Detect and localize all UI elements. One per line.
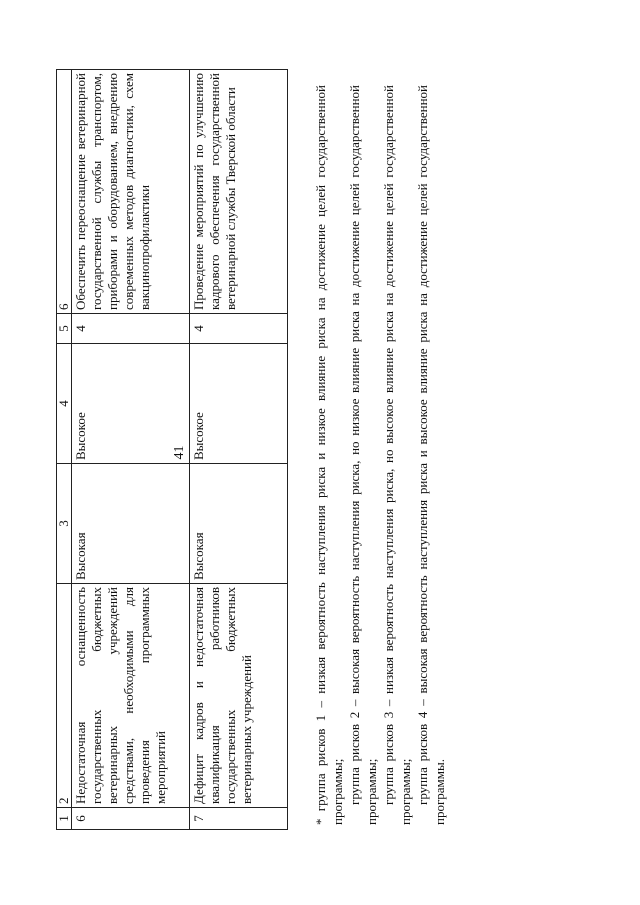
footnote-group-3: группа рисков 3 – низкая вероятность наступления риска, но высокое влияние риска на достижение целей государственной программы; [381,85,413,825]
impact-cell: Высокое [72,344,190,464]
risk-description: Дефицит кадров и недостаточная квалификация работников государственных бюджетных ветеринарных учреждений [190,584,288,808]
probability-cell: Высокая [190,464,288,584]
risk-group-cell: 4 [72,314,190,344]
risk-group-cell: 4 [190,314,288,344]
table-row [72,70,190,830]
risk-description: Недостаточная оснащенность государственных бюджетных ветеринарных учреждений средствами, необходимыми для проведения программных мероприятий [72,584,190,808]
table-header-row [57,70,72,830]
footnote-group-1: * группа рисков 1 – низкая вероятность наступления риска и низкое влияние риска на достижение целей государственной программы; [313,85,345,825]
row-number: 6 [72,808,190,830]
risk-table [56,69,288,830]
header-cell: 2 [57,584,72,808]
row-number: 7 [190,808,288,830]
header-cell: 3 [57,464,72,584]
table-row [190,70,288,830]
header-cell: 6 [57,70,72,314]
header-cell: 1 [57,808,72,830]
probability-cell: Высокая [72,464,190,584]
footnotes [312,85,448,825]
impact-cell: Высокое [190,344,288,464]
footnote-group-2: группа рисков 2 – высокая вероятность наступления риска, но низкое влияние риска на достижение целей государственной программы; [347,85,379,825]
measures-cell: Проведение мероприятий по улучшению кадрового обеспечения государственной ветеринарной службы Тверской области [190,70,288,314]
header-cell: 4 [57,344,72,464]
measures-cell: Обеспечить переоснащение ветеринарной государственной службы транспортом, приборами и оборудованием, внедрению современных методов диагностики, схем вакцинопрофилактики [72,70,190,314]
footnote-group-4: группа рисков 4 – высокая вероятность наступления риска и высокое влияние риска на достижение целей государственной программы. [415,85,447,825]
header-cell: 5 [57,314,72,344]
page-number: 41 [172,445,187,460]
